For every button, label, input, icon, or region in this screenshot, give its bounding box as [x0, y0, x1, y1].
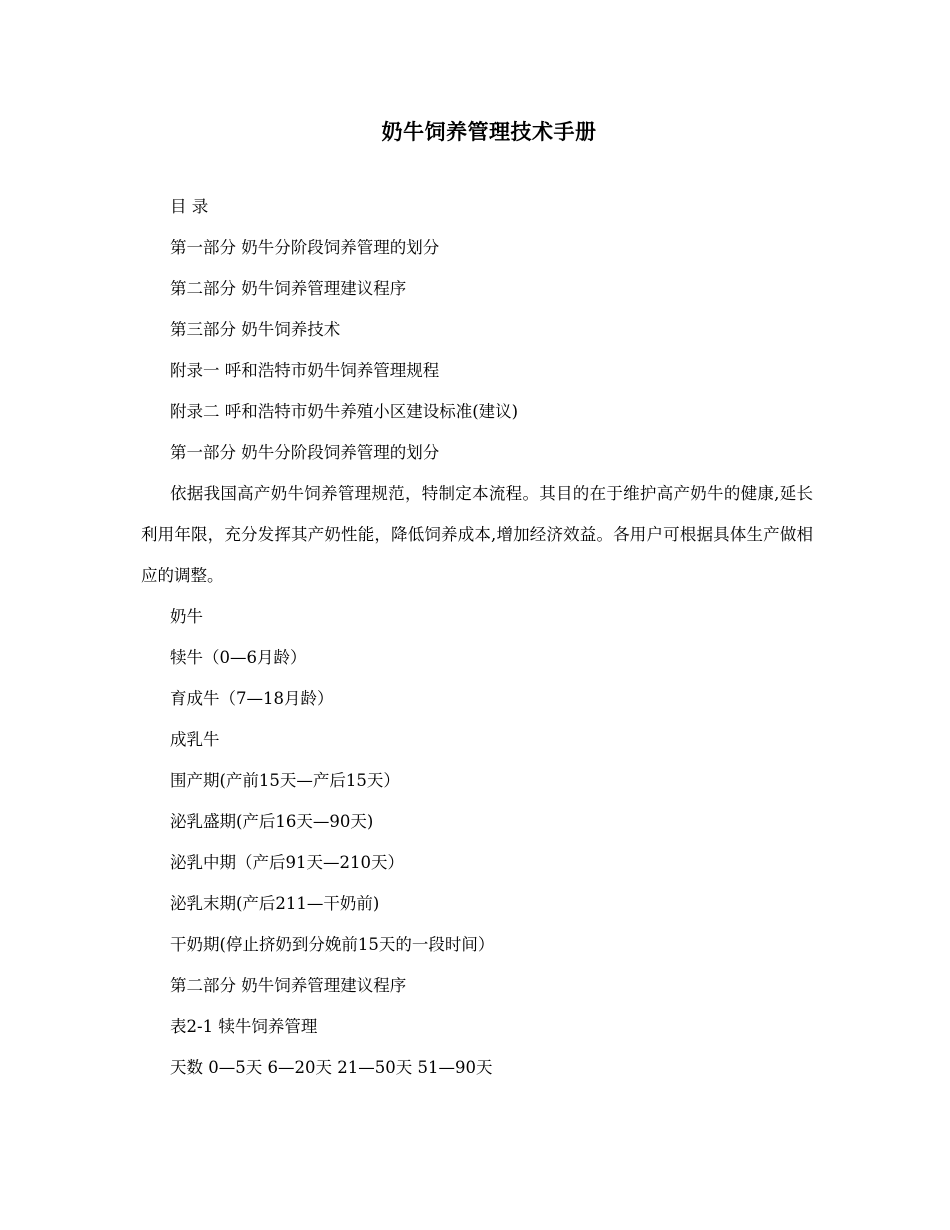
table-header-row: 天数 0—5天 6—20天 21—50天 51—90天 [170, 1058, 493, 1077]
toc-item-appendix-2: 附录二 呼和浩特市奶牛养殖小区建设标准(建议) [170, 402, 519, 421]
toc-item-part-2: 第二部分 奶牛饲养管理建议程序 [170, 279, 407, 298]
stage-item: 奶牛 [170, 607, 203, 626]
stage-item: 成乳牛 [170, 730, 220, 749]
document-body [141, 186, 813, 1088]
section-2-heading: 第二部分 奶牛饲养管理建议程序 [170, 976, 407, 995]
toc-item-appendix-1: 附录一 呼和浩特市奶牛饲养管理规程 [170, 361, 440, 380]
stage-item: 泌乳盛期(产后16天—90天) [170, 812, 374, 831]
intro-paragraph: 依据我国高产奶牛饲养管理规范，特制定本流程。其目的在于维护高产奶牛的健康,延长利用年限，充分发挥其产奶性能，降低饲养成本,增加经济效益。各用户可根据具体生产做相应的调整。 [141, 484, 813, 585]
table-caption: 表2-1 犊牛饲养管理 [170, 1017, 318, 1036]
toc-item-part-1: 第一部分 奶牛分阶段饲养管理的划分 [170, 238, 440, 257]
toc-heading: 目 录 [170, 197, 209, 216]
toc-item-part-3: 第三部分 奶牛饲养技术 [170, 320, 341, 339]
stage-item: 泌乳末期(产后211—干奶前) [170, 894, 380, 913]
stage-item: 干奶期(停止挤奶到分娩前15天的一段时间） [170, 935, 495, 954]
document-title: 奶牛饲养管理技术手册 [381, 119, 597, 144]
stage-item: 犊牛（0—6月龄） [170, 648, 307, 667]
section-1-heading: 第一部分 奶牛分阶段饲养管理的划分 [170, 443, 440, 462]
stage-item: 围产期(产前15天—产后15天） [170, 771, 400, 790]
stage-item: 育成牛（7—18月龄） [170, 689, 334, 708]
stage-item: 泌乳中期（产后91天—210天） [170, 853, 404, 872]
